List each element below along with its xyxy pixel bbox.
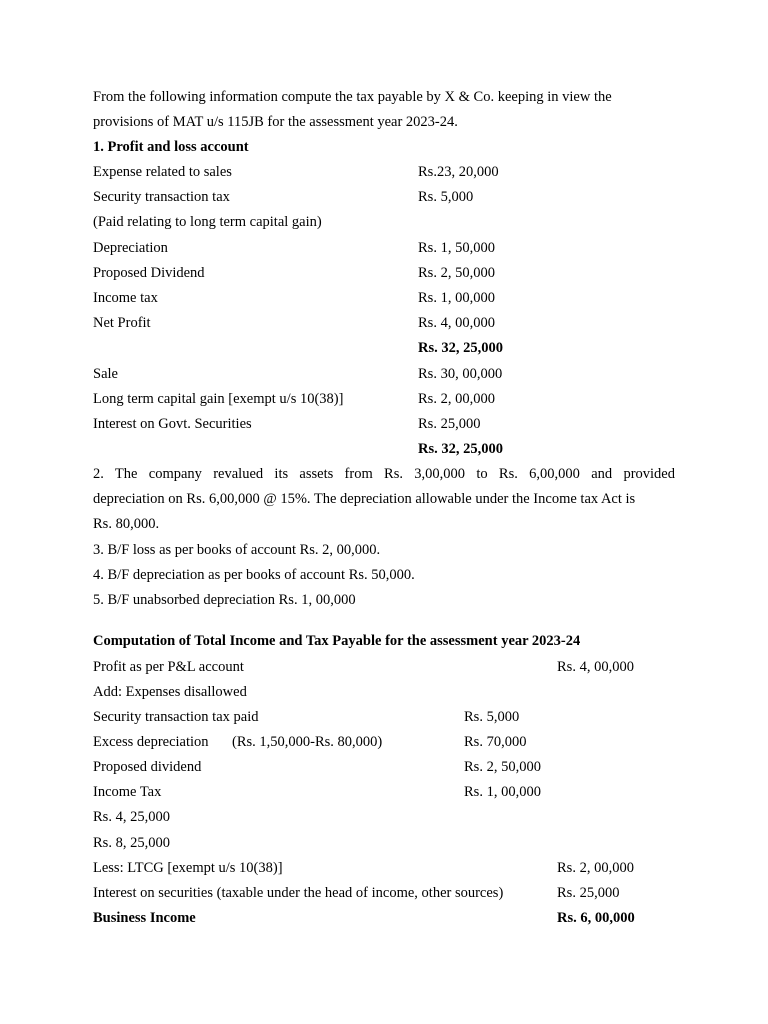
interest-label: Interest on securities (taxable under the head of income, other sources) [93, 885, 504, 901]
pl-row-label: Proposed Dividend [93, 265, 205, 281]
pl-row-label: (Paid relating to long term capital gain) [93, 214, 322, 230]
pl-row-amount: Rs. 2, 50,000 [418, 265, 495, 281]
pl-row-label: Security transaction tax [93, 189, 230, 205]
dividend-label: Proposed dividend [93, 759, 202, 775]
computation-heading: Computation of Total Income and Tax Payable for the assessment year 2023-24 [93, 633, 581, 649]
pl-total-credit: Rs. 32, 25,000 [418, 441, 503, 457]
pl-row-amount: Rs. 1, 00,000 [418, 290, 495, 306]
pl-row-label: Interest on Govt. Securities [93, 416, 252, 432]
intro-line-2: provisions of MAT u/s 115JB for the assessment year 2023-24. [93, 114, 458, 130]
note-3: 3. B/F loss as per books of account Rs. 2, 00,000. [93, 542, 381, 558]
ltcg-label: Less: LTCG [exempt u/s 10(38)] [93, 860, 283, 876]
excess-dep-amount: Rs. 70,000 [464, 734, 527, 750]
business-income-amount: Rs. 6, 00,000 [557, 910, 635, 926]
excess-dep-note: (Rs. 1,50,000-Rs. 80,000) [232, 734, 383, 750]
profit-label: Profit as per P&L account [93, 659, 244, 675]
excess-dep-label: Excess depreciation [93, 734, 209, 750]
pl-row-amount: Rs. 25,000 [418, 416, 481, 432]
note-5: 5. B/F unabsorbed depreciation Rs. 1, 00,000 [93, 592, 356, 608]
subtotal-2: Rs. 8, 25,000 [93, 835, 170, 851]
pl-total-debit: Rs. 32, 25,000 [418, 340, 503, 356]
pl-row-amount: Rs.23, 20,000 [418, 164, 499, 180]
note-4: 4. B/F depreciation as per books of account Rs. 50,000. [93, 567, 415, 583]
income-tax-label: Income Tax [93, 784, 162, 800]
stt-amount: Rs. 5,000 [464, 709, 520, 725]
note-2-line-3: Rs. 80,000. [93, 516, 160, 532]
pl-row-amount: Rs. 1, 50,000 [418, 240, 495, 256]
pl-row-amount: Rs. 5,000 [418, 189, 474, 205]
business-income-label: Business Income [93, 910, 196, 926]
pl-heading: 1. Profit and loss account [93, 139, 249, 155]
pl-row-label: Sale [93, 366, 118, 382]
pl-row-label: Depreciation [93, 240, 168, 256]
pl-row-amount: Rs. 2, 00,000 [418, 391, 495, 407]
pl-row-label: Long term capital gain [exempt u/s 10(38)] [93, 391, 344, 407]
profit-amount: Rs. 4, 00,000 [557, 659, 634, 675]
add-label: Add: Expenses disallowed [93, 684, 247, 700]
pl-row-label: Income tax [93, 290, 158, 306]
interest-amount: Rs. 25,000 [557, 885, 620, 901]
pl-row-amount: Rs. 30, 00,000 [418, 366, 503, 382]
pl-row-label: Expense related to sales [93, 164, 232, 180]
subtotal-1: Rs. 4, 25,000 [93, 809, 170, 825]
ltcg-amount: Rs. 2, 00,000 [557, 860, 634, 876]
stt-label: Security transaction tax paid [93, 709, 259, 725]
note-2-line-1: 2. The company revalued its assets from Rs. 3,00,000 to Rs. 6,00,000 and provided [93, 466, 675, 482]
pl-row-label: Net Profit [93, 315, 151, 331]
dividend-amount: Rs. 2, 50,000 [464, 759, 541, 775]
note-2-line-2: depreciation on Rs. 6,00,000 @ 15%. The depreciation allowable under the Income tax Act is [93, 491, 636, 507]
intro-line-1: From the following information compute the tax payable by X & Co. keeping in view the [93, 89, 612, 105]
pl-row-amount: Rs. 4, 00,000 [418, 315, 495, 331]
income-tax-amount: Rs. 1, 00,000 [464, 784, 541, 800]
